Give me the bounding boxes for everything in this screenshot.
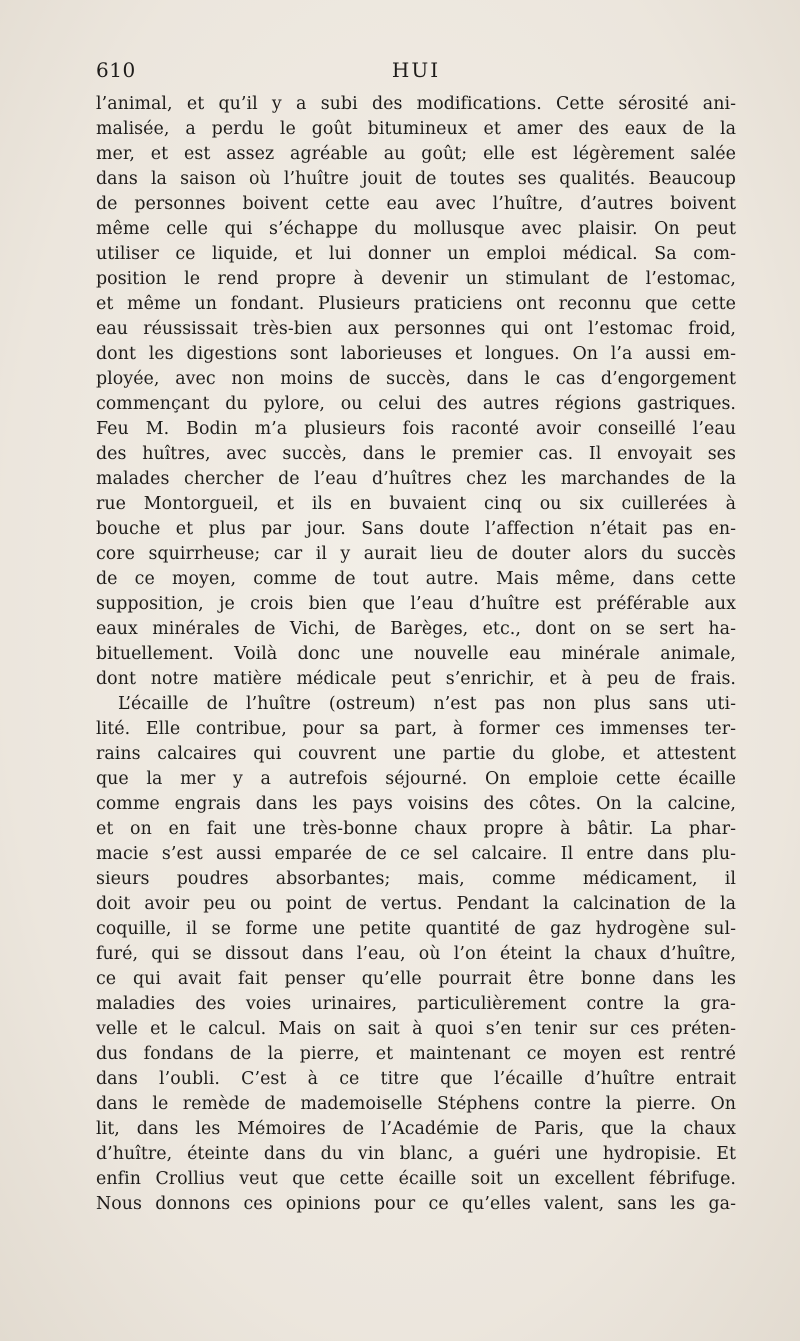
text-line: velle et le calcul. Mais on sait à quoi s’en tenir sur ces préten-	[96, 1019, 736, 1039]
text-line: de personnes boivent cette eau avec l’huître, d’autres boivent	[96, 194, 736, 214]
text-line: commençant du pylore, ou celui des autres régions gastriques.	[96, 394, 736, 414]
text-line: des huîtres, avec succès, dans le premier cas. Il envoyait ses	[96, 444, 736, 464]
text-line: de ce moyen, comme de tout autre. Mais même, dans cette	[96, 569, 736, 589]
text-line: ployée, avec non moins de succès, dans le cas d’engorgement	[96, 369, 736, 389]
text-line: lité. Elle contribue, pour sa part, à former ces immenses ter-	[96, 719, 736, 739]
text-line: d’huître, éteinte dans du vin blanc, a guéri une hydropisie. Et	[96, 1144, 736, 1164]
text-line: et même un fondant. Plusieurs praticiens ont reconnu que cette	[96, 294, 736, 314]
text-line: eau réussissait très-bien aux personnes qui ont l’estomac froid,	[96, 319, 736, 339]
page-number: 610	[96, 58, 136, 82]
text-line: enfin Crollius veut que cette écaille soit un excellent fébrifuge.	[96, 1169, 736, 1189]
text-line: Nous donnons ces opinions pour ce qu’elles valent, sans les ga-	[96, 1194, 736, 1214]
running-head: HUI	[391, 58, 441, 82]
text-line: furé, qui se dissout dans l’eau, où l’on éteint la chaux d’huître,	[96, 944, 736, 964]
text-line: lit, dans les Mémoires de l’Académie de Paris, que la chaux	[96, 1119, 736, 1139]
text-line: rains calcaires qui couvrent une partie du globe, et attestent	[96, 744, 736, 764]
paragraph	[96, 92, 736, 692]
text-line: ce qui avait fait penser qu’elle pourrait être bonne dans les	[96, 969, 736, 989]
text-line: que la mer y a autrefois séjourné. On emploie cette écaille	[96, 769, 736, 789]
text-line: et on en fait une très-bonne chaux propre à bâtir. La phar-	[96, 819, 736, 839]
text-line: mer, et est assez agréable au goût; elle est légèrement salée	[96, 144, 736, 164]
text-line: même celle qui s’échappe du mollusque avec plaisir. On peut	[96, 219, 736, 239]
text-line: sieurs poudres absorbantes; mais, comme médicament, il	[96, 869, 736, 889]
paragraph	[96, 692, 736, 1217]
text-line: comme engrais dans les pays voisins des côtes. On la calcine,	[96, 794, 736, 814]
text-line: dont notre matière médicale peut s’enrichir, et à peu de frais.	[96, 669, 736, 689]
text-line: dont les digestions sont laborieuses et longues. On l’a aussi em-	[96, 344, 736, 364]
text-line: dus fondans de la pierre, et maintenant ce moyen est rentré	[96, 1044, 736, 1064]
text-line: supposition, je crois bien que l’eau d’huître est préférable aux	[96, 594, 736, 614]
text-line: doit avoir peu ou point de vertus. Pendant la calcination de la	[96, 894, 736, 914]
text-line: eaux minérales de Vichi, de Barèges, etc., dont on se sert ha-	[96, 619, 736, 639]
text-line: L’écaille de l’huître (ostreum) n’est pas non plus sans uti-	[118, 694, 736, 714]
text-line: malisée, a perdu le goût bitumineux et amer des eaux de la	[96, 119, 736, 139]
text-line: core squirrheuse; car il y aurait lieu de douter alors du succès	[96, 544, 736, 564]
text-line: macie s’est aussi emparée de ce sel calcaire. Il entre dans plu-	[96, 844, 736, 864]
text-line: l’animal, et qu’il y a subi des modifications. Cette sérosité ani-	[96, 94, 736, 114]
page-header	[96, 58, 736, 88]
text-line: maladies des voies urinaires, particulièrement contre la gra-	[96, 994, 736, 1014]
text-line: rue Montorgueil, et ils en buvaient cinq ou six cuillerées à	[96, 494, 736, 514]
text-line: dans la saison où l’huître jouit de toutes ses qualités. Beaucoup	[96, 169, 736, 189]
text-line: bouche et plus par jour. Sans doute l’affection n’était pas en-	[96, 519, 736, 539]
text-line: dans l’oubli. C’est à ce titre que l’écaille d’huître entrait	[96, 1069, 736, 1089]
text-line: malades chercher de l’eau d’huîtres chez les marchandes de la	[96, 469, 736, 489]
text-line: position le rend propre à devenir un stimulant de l’estomac,	[96, 269, 736, 289]
text-line: Feu M. Bodin m’a plusieurs fois raconté avoir conseillé l’eau	[96, 419, 736, 439]
body-text	[96, 92, 736, 1217]
text-line: bituellement. Voilà donc une nouvelle eau minérale animale,	[96, 644, 736, 664]
text-line: coquille, il se forme une petite quantité de gaz hydrogène sul-	[96, 919, 736, 939]
text-line: dans le remède de mademoiselle Stéphens contre la pierre. On	[96, 1094, 736, 1114]
text-line: utiliser ce liquide, et lui donner un emploi médical. Sa com-	[96, 244, 736, 264]
